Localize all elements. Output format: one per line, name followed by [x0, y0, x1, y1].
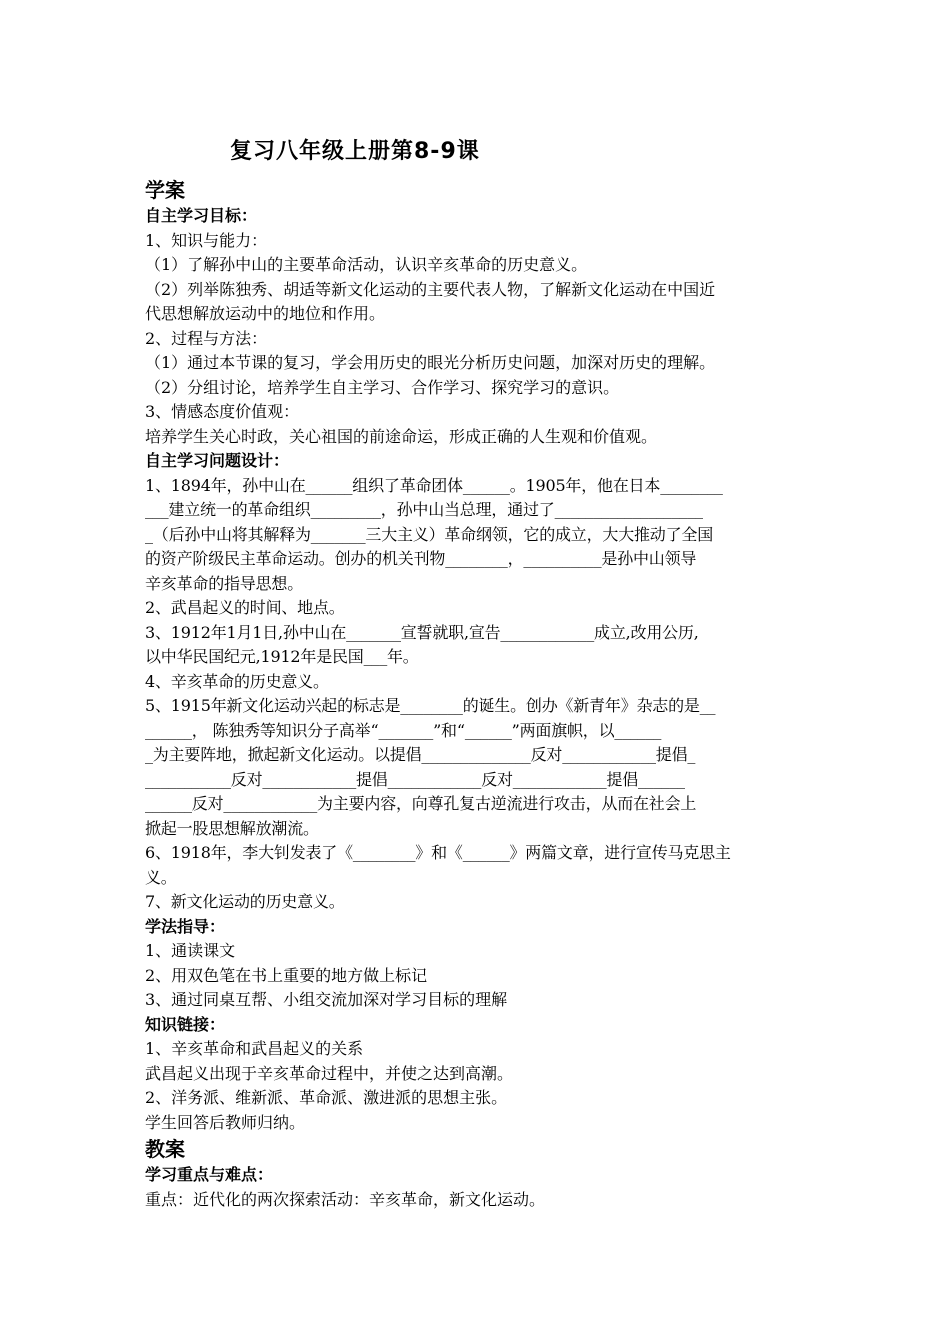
page-title: 复习八年级上册第8-9课: [230, 139, 480, 164]
question-line: 的资产阶级民主革命运动。创办的机关刊物________，__________是孙中山领导: [145, 549, 697, 568]
goal-line: 代思想解放运动中的地位和作用。: [145, 304, 386, 323]
goal-line: 1、知识与能力：: [145, 230, 268, 250]
question-line: 辛亥革命的指导思想。: [145, 573, 304, 593]
document-body: [145, 176, 810, 1212]
question-line: 义。: [145, 867, 177, 887]
section-heading-jiaoan: 教案: [145, 1137, 185, 1161]
goal-line: 2、过程与方法：: [145, 328, 268, 348]
goal-line: （2）分组讨论，培养学生自主学习、合作学习、探究学习的意识。: [145, 377, 620, 397]
goals-heading: 自主学习目标：: [145, 206, 258, 225]
key-points-heading: 学习重点与难点：: [145, 1165, 274, 1184]
question-line: 4、辛亥革命的历史意义。: [145, 671, 329, 691]
method-list: [145, 939, 810, 1013]
question-line: 7、新文化运动的历史意义。: [145, 892, 345, 911]
links-list: [145, 1037, 810, 1135]
question-line: 1、1894年，孙中山在______组织了革命团体______。1905年，他在日本________: [145, 475, 723, 495]
goal-line: （1）了解孙中山的主要革命活动，认识辛亥革命的历史意义。: [145, 255, 588, 274]
question-line: ______， 陈独秀等知识分子高举“_______”和“______”两面旗帜，以______: [145, 720, 662, 740]
goal-line: （2）列举陈独秀、胡适等新文化运动的主要代表人物，了解新文化运动在中国近: [145, 279, 716, 299]
key-point-line: 重点：近代化的两次探索活动：辛亥革命，新文化运动。: [145, 1189, 546, 1209]
link-line: 武昌起义出现于辛亥革命过程中，并使之达到高潮。: [145, 1063, 514, 1083]
question-line: 6、1918年，李大钊发表了《________》和《______》两篇文章，进行宣传马克思主: [145, 843, 731, 862]
method-line: 3、通过同桌互帮、小组交流加深对学习目标的理解: [145, 990, 508, 1009]
links-heading: 知识链接：: [145, 1014, 226, 1034]
question-line: _为主要阵地，掀起新文化运动。以提倡______________反对____________提倡_: [145, 745, 696, 764]
question-line: ______反对____________为主要内容，向尊孔复古逆流进行攻击，从而在社会上: [145, 794, 697, 813]
question-line: 以中华民国纪元,1912年是民国___年。: [145, 647, 419, 666]
method-line: 2、用双色笔在书上重要的地方做上标记: [145, 965, 428, 985]
question-line: _（后孙中山将其解释为_______三大主义）革命纲领，它的成立，大大推动了全国: [145, 524, 714, 544]
question-line: ___________反对____________提倡____________反对____________提倡______: [145, 769, 685, 789]
goal-line: 培养学生关心时政，关心祖国的前途命运，形成正确的人生观和价值观。: [145, 426, 658, 446]
questions-list: [145, 474, 810, 915]
key-points-list: [145, 1188, 810, 1213]
questions-heading: 自主学习问题设计：: [145, 451, 290, 470]
question-line: ___建立统一的革命组织_________，孙中山当总理，通过了___________________: [145, 500, 703, 519]
question-line: 5、1915年新文化运动兴起的标志是________的诞生。创办《新青年》杂志的是__: [145, 696, 716, 715]
link-line: 2、洋务派、维新派、革命派、激进派的思想主张。: [145, 1088, 508, 1107]
goal-line: （1）通过本节课的复习，学会用历史的眼光分析历史问题，加深对历史的理解。: [145, 353, 716, 372]
question-line: 3、1912年1月1日,孙中山在_______宣誓就职,宣告____________成立,改用公历,: [145, 622, 699, 642]
question-line: 2、武昌起义的时间、地点。: [145, 598, 345, 617]
link-line: 1、辛亥革命和武昌起义的关系: [145, 1039, 364, 1058]
link-line: 学生回答后教师归纳。: [145, 1112, 306, 1132]
section-heading-xuean: 学案: [145, 178, 185, 202]
goal-line: 3、情感态度价值观：: [145, 402, 300, 421]
goals-list: [145, 229, 810, 450]
method-heading: 学法指导：: [145, 916, 226, 936]
method-line: 1、通读课文: [145, 941, 236, 960]
question-line: 掀起一股思想解放潮流。: [145, 818, 319, 838]
